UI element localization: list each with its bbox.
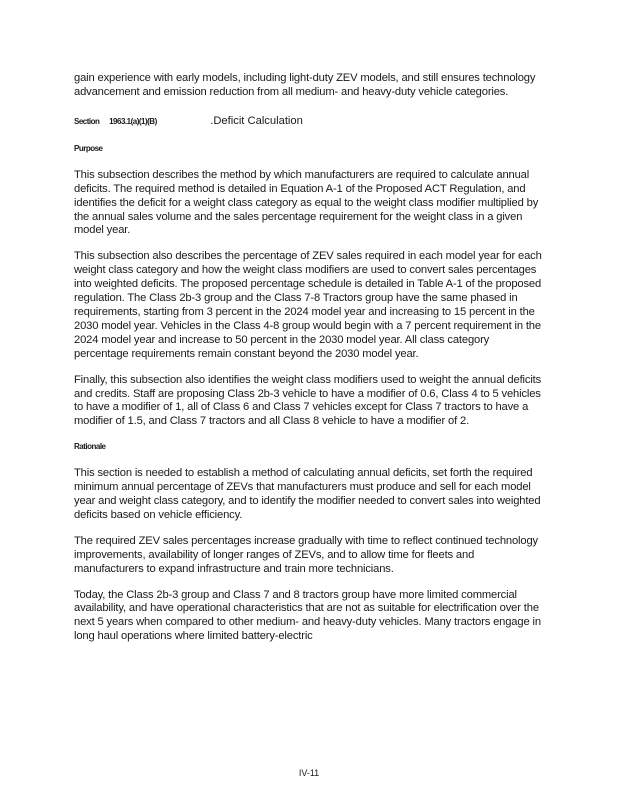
purpose-paragraph-2: This subsection also describes the percentage of ZEV sales required in each model year for each weight class category and how the weight class modifiers are used to convert sales percentages into weighted deficits. The proposed percentage schedule is detailed in Table A-1 of the proposed regulation. The Class 2b-3 group and the Class 7-8 Tractors group have the same phased in requirements, starting from 3 percent in the 2024 model year and increasing to 15 percent in the 2030 model year. Vehicles in the Class 4-8 group would begin with a 7 percent requirement in the 2024 model year and increase to 50 percent in the 2030 model year. All class category percentage requirements remain constant beyond the 2030 model year.: [74, 250, 542, 360]
rationale-paragraph-3: Today, the Class 2b-3 group and Class 7 and 8 tractors group have more limited commercial availability, and have operational characteristics that are not as suitable for electrification over the next 5 years when compared to other medium- and heavy-duty vehicles. Many tractors engage in long haul operations where limited battery-electric: [74, 588, 541, 643]
intro-paragraph: gain experience with early models, including light-duty ZEV models, and still ensures technology advancement and emission reduction from all medium- and heavy-duty vehicle categories.: [74, 72, 536, 98]
purpose-paragraph-3: Finally, this subsection also identifies the weight class modifiers used to weight the annual deficits and credits. Staff are proposing Class 2b-3 vehicle to have a modifier of 0.6, Class 4 to 5 vehicles to have a modifier of 1, all of Class 6 and Class 7 vehicles except for Class 7 tractors to have a modifier of 1.5, and Class 7 tractors and all Class 8 vehicle to have a modifier of 2.: [74, 373, 542, 428]
section-heading: [74, 114, 544, 129]
section-label: Section: [74, 116, 100, 126]
rationale-heading: Rationale: [74, 442, 106, 452]
purpose-paragraph-1: This subsection describes the method by which manufacturers are required to calculate annual deficits. The required method is detailed in Equation A-1 of the Proposed ACT Regulation, and identifies the deficit for a weight class category as equal to the weight class modifier multiplied by the annual sales volume and the sales percentage requirement for the weight class in a given model year.: [74, 168, 539, 237]
section-number: 1963.1(a)(1)(B): [109, 116, 157, 126]
rationale-paragraph-1: This section is needed to establish a method of calculating annual deficits, set forth the required minimum annual percentage of ZEVs that manufacturers must produce and sell for each model year and weight class category, and to identify the modifier needed to convert sales into weighted deficits based on vehicle efficiency.: [74, 467, 541, 521]
purpose-heading: Purpose: [74, 143, 103, 153]
document-page: [74, 72, 544, 656]
section-title: .Deficit Calculation: [210, 114, 303, 127]
rationale-paragraph-2: The required ZEV sales percentages increase gradually with time to reflect continued technology improvements, availability of longer ranges of ZEVs, and to allow time for fleets and manufacturers to expand infrastructure and train more technicians.: [74, 534, 538, 575]
page-number: IV-11: [298, 768, 320, 778]
